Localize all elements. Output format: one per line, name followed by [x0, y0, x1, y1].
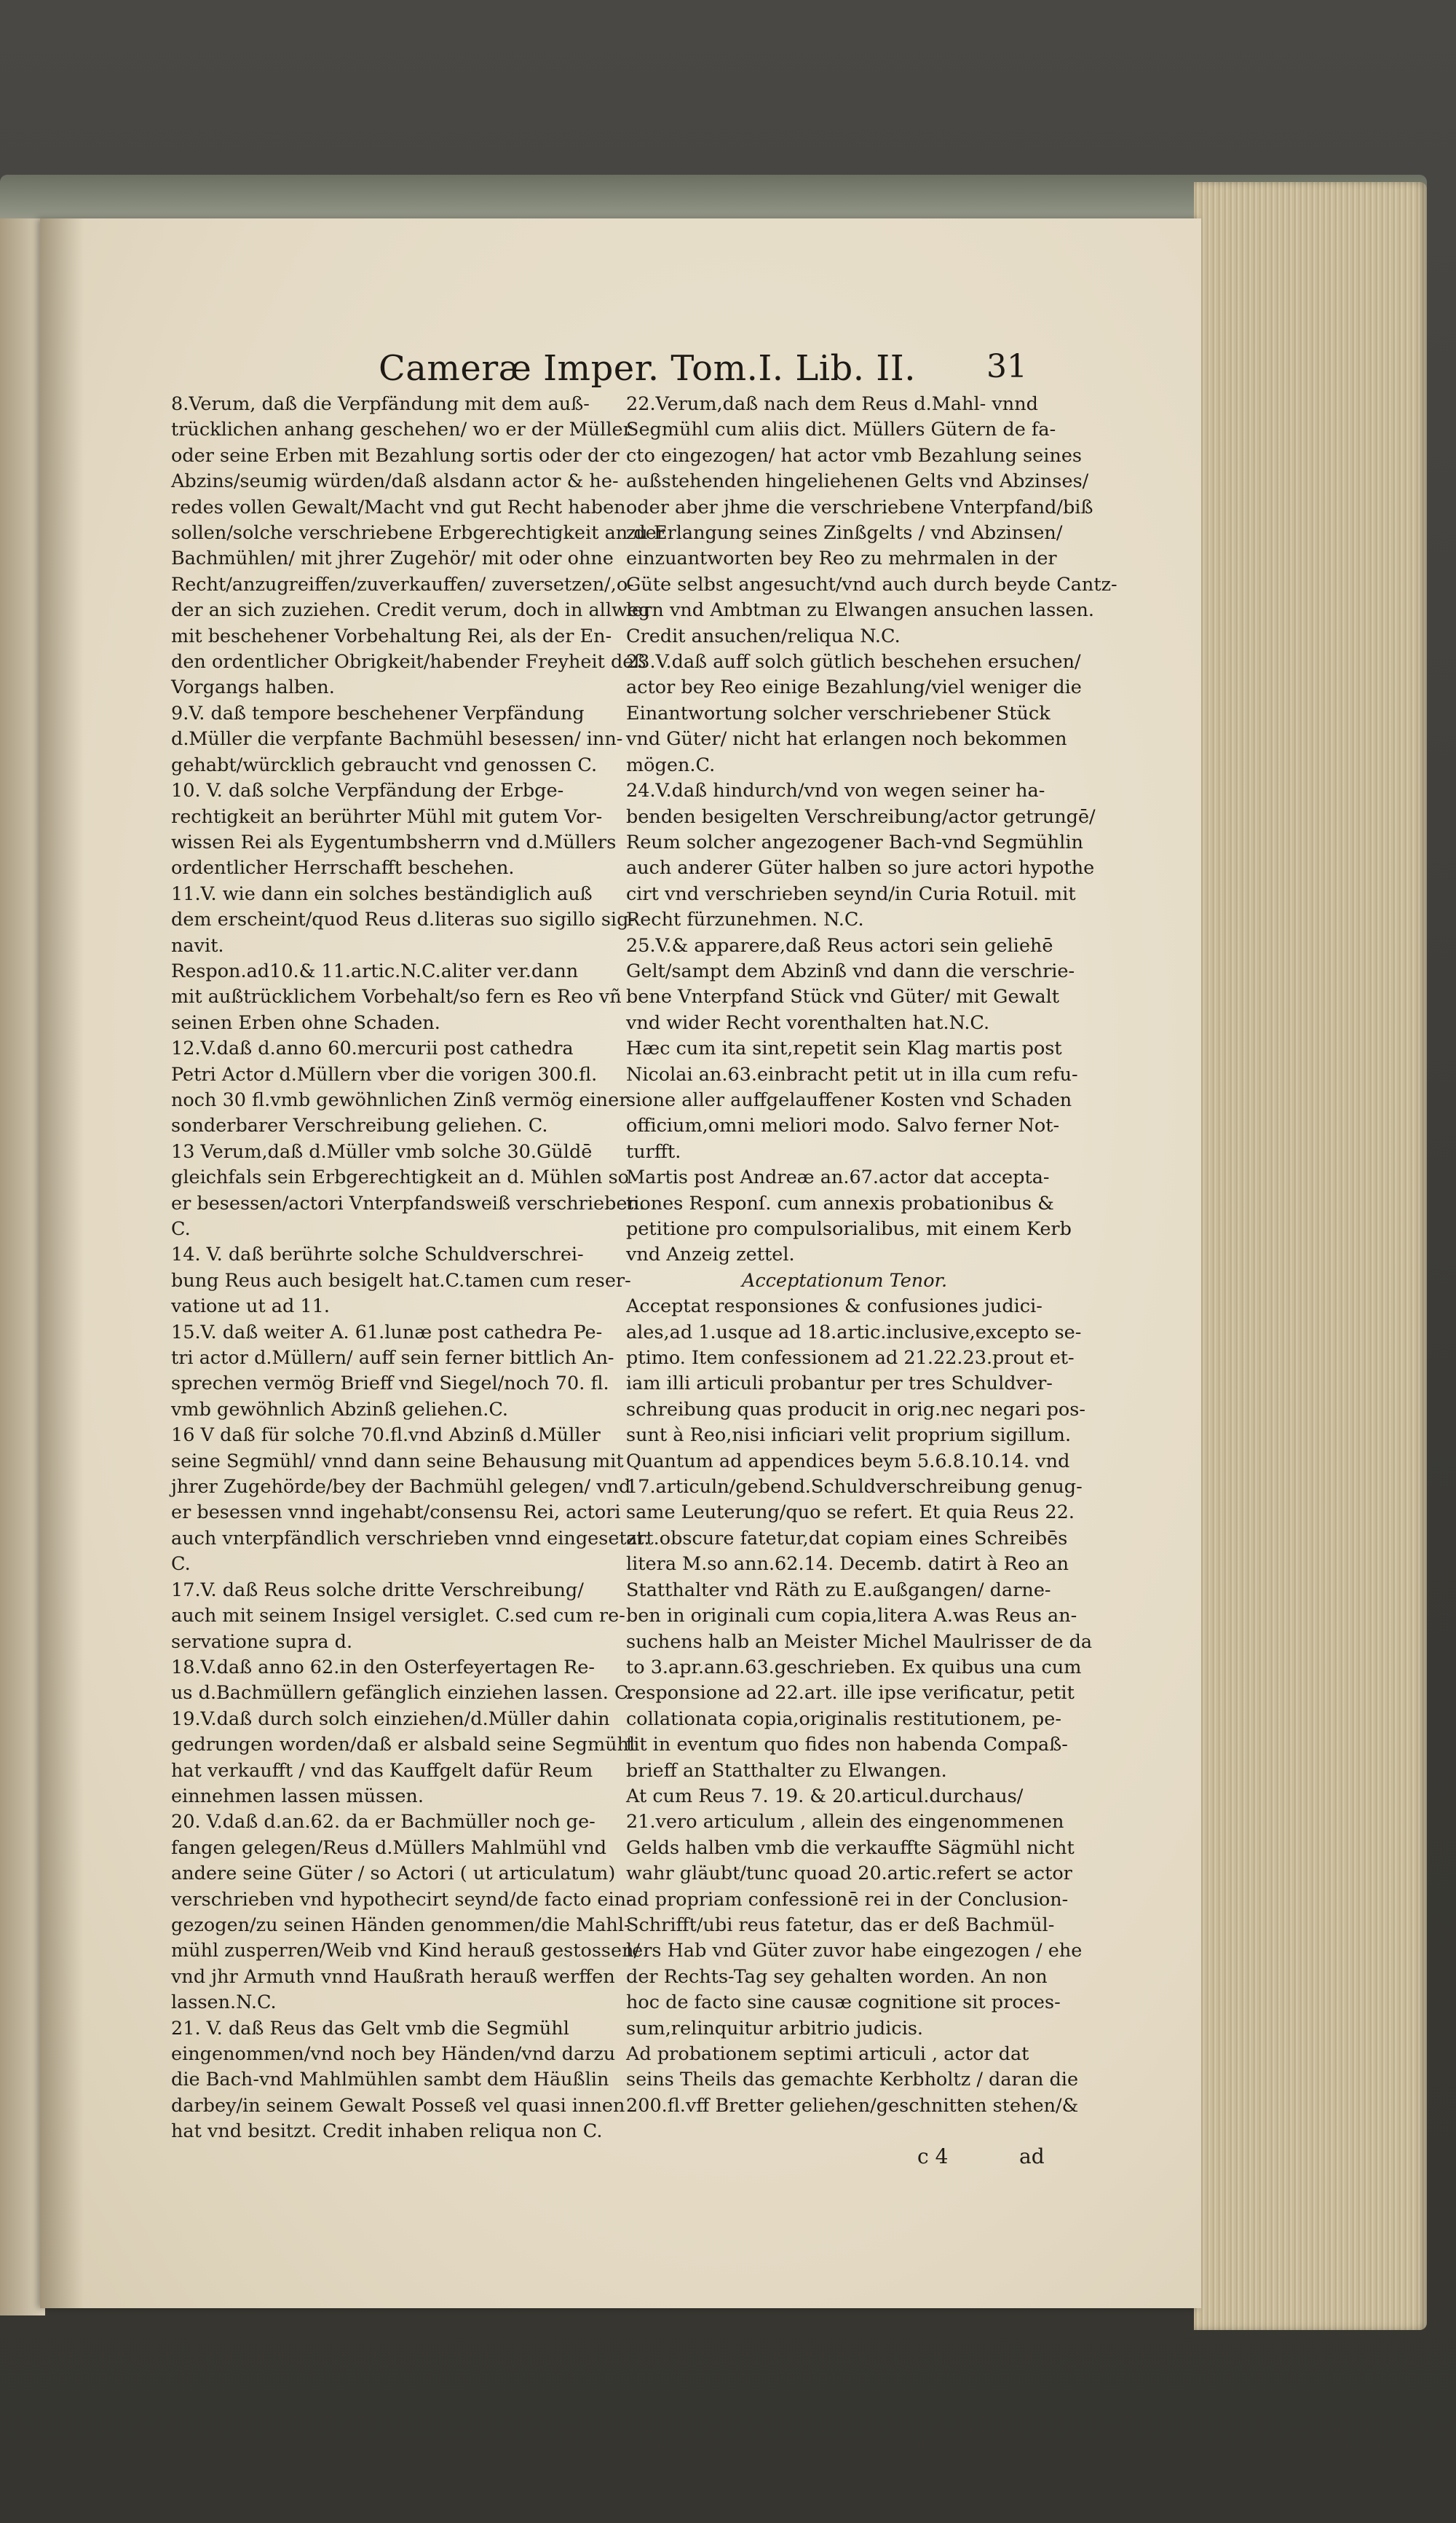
text-line: 23.V.daß auff solch gütlich beschehen ersuchen/	[626, 651, 1081, 674]
text-line: oder seine Erben mit Bezahlung sortis oder der	[171, 444, 620, 467]
text-line: 20. V.daß d.an.62. da er Bachmüller noch ge-	[171, 1811, 596, 1833]
text-line: rechtigkeit an berührter Mühl mit gutem Vor-	[171, 805, 603, 828]
text-line: responsione ad 22.art. ille ipse verificatur, petit	[626, 1682, 1075, 1705]
text-line: vnd Güter/ nicht hat erlangen noch bekommen	[626, 728, 1067, 751]
text-line: benden besigelten Verschreibung/actor getrungē/	[626, 805, 1096, 828]
text-line: auch anderer Güter halben so jure actori hypothe	[626, 857, 1095, 880]
text-line: Bachmühlen/ mit jhrer Zugehör/ mit oder ohne	[171, 548, 614, 570]
text-line: cto eingezogen/ hat actor vmb Bezahlung seines	[626, 444, 1083, 467]
text-line: Einantwortung solcher verschriebener Stück	[626, 702, 1051, 724]
text-line: 18.V.daß anno 62.in den Osterfeyertagen Re-	[171, 1656, 596, 1678]
text-line: 21.vero articulum , allein des eingenommenen	[626, 1811, 1064, 1833]
text-line: 10. V. daß solche Verpfändung der Erbge-	[171, 780, 564, 802]
text-line: vnd wider Recht vorenthalten hat.N.C.	[626, 1011, 990, 1034]
text-line: ordentlicher Herrschafft beschehen.	[171, 857, 515, 880]
text-line: C.	[171, 1218, 191, 1240]
text-line: gedrungen worden/daß er alsbald seine Segmühl	[171, 1734, 636, 1756]
text-line: ptimo. Item confessionem ad 21.22.23.prout et-	[626, 1347, 1075, 1370]
text-line: er besessen vnnd ingehabt/consensu Rei, actori	[171, 1501, 621, 1524]
text-line: dem erscheint/quod Reus d.literas suo sigillo sig-	[171, 909, 636, 931]
text-line: cirt vnd verschrieben seynd/in Curia Rotuil. mit	[626, 883, 1076, 905]
text-line: 24.V.daß hindurch/vnd von wegen seiner ha-	[626, 780, 1045, 802]
text-line: schreibung quas producit in orig.nec negari pos-	[626, 1398, 1085, 1421]
text-line: der an sich zuziehen. Credit verum, doch in allweg	[171, 599, 651, 622]
text-line: einzuantworten bey Reo zu mehrmalen in der	[626, 548, 1057, 570]
text-line: seine Segmühl/ vnnd dann seine Behausung mit	[171, 1450, 624, 1472]
text-line: ben in originali cum copia,litera A.was Reus an-	[626, 1605, 1077, 1627]
text-line: Hæc cum ita sint,repetit sein Klag martis post	[626, 1038, 1062, 1060]
text-line: gezogen/zu seinen Händen genommen/die Mahl-	[171, 1914, 630, 1936]
text-line: hoc de facto sine causæ cognitione sit proces-	[626, 1991, 1061, 2014]
text-line: navit.	[171, 934, 224, 957]
text-line: seinen Erben ohne Schaden.	[171, 1011, 440, 1034]
text-line: 200.fl.vff Bretter geliehen/geschnitten stehen/&	[626, 2094, 1079, 2117]
text-line: lern vnd Ambtman zu Elwangen ansuchen lassen.	[626, 599, 1095, 622]
text-line: andere seine Güter / so Actori ( ut articulatum)	[171, 1863, 616, 1885]
left-page-edge	[0, 218, 45, 2315]
text-line: 21. V. daß Reus das Gelt vmb die Segmühl	[171, 2017, 569, 2040]
text-line: Reum solcher angezogener Bach-vnd Segmühlin	[626, 831, 1083, 853]
text-line: der Rechts-Tag sey gehalten worden. An non	[626, 1965, 1048, 1988]
text-line: vnd Anzeig zettel.	[626, 1244, 795, 1266]
text-line: 16 V daß für solche 70.fl.vnd Abzinß d.Müller	[171, 1424, 601, 1447]
text-line: ales,ad 1.usque ad 18.artic.inclusive,excepto se-	[626, 1321, 1082, 1343]
text-line: mögen.C.	[626, 754, 716, 776]
text-line: auch mit seinem Insigel versiglet. C.sed cum re-	[171, 1605, 625, 1627]
page-number: 31	[986, 348, 1027, 385]
text-line: mit beschehener Vorbehaltung Rei, als der En-	[171, 625, 612, 647]
text-line: Gelt/sampt dem Abzinß vnd dann die verschrie-	[626, 960, 1075, 982]
text-line: zu Erlangung seines Zinßgelts / vnd Abzinsen/	[626, 522, 1063, 545]
text-line: vnd jhr Armuth vnnd Haußrath herauß werffen	[171, 1965, 615, 1988]
text-line: 14. V. daß berührte solche Schuldverschrei-	[171, 1244, 584, 1266]
text-line: mühl zusperren/Weib vnd Kind herauß gestossen/	[171, 1940, 641, 1962]
text-line: suchens halb an Meister Michel Maulrisser de da	[626, 1630, 1093, 1653]
text-line: 15.V. daß weiter A. 61.lunæ post cathedra Pe-	[171, 1321, 603, 1343]
text-line: Martis post Andreæ an.67.actor dat accepta-	[626, 1166, 1050, 1189]
text-line: darbey/in seinem Gewalt Posseß vel quasi innen	[171, 2094, 625, 2117]
text-line: sprechen vermög Brieff vnd Siegel/noch 70. fl.	[171, 1373, 609, 1395]
text-line: Nicolai an.63.einbracht petit ut in illa cum refu-	[626, 1063, 1078, 1086]
text-line: trücklichen anhang geschehen/ wo er der Müller	[171, 419, 632, 441]
text-line: wissen Rei als Eygentumbsherrn vnd d.Müllers	[171, 831, 617, 853]
text-line: hat vnd besitzt. Credit inhaben reliqua non C.	[171, 2120, 603, 2143]
text-line: Petri Actor d.Müllern vber die vorigen 300.fl.	[171, 1063, 598, 1086]
text-line: officium,omni meliori modo. Salvo ferner Not-	[626, 1115, 1060, 1137]
text-line: actor bey Reo einige Bezahlung/viel weniger die	[626, 676, 1082, 699]
text-line: den ordentlicher Obrigkeit/habender Freyheit deß	[171, 651, 646, 674]
catchword: ad	[1019, 2144, 1045, 2168]
text-line: Segmühl cum aliis dict. Müllers Gütern de fa-	[626, 419, 1056, 441]
right-text-column	[626, 392, 1117, 2119]
text-line: same Leuterung/quo se refert. Et quia Reus 22.	[626, 1501, 1075, 1524]
text-line: fangen gelegen/Reus d.Müllers Mahlmühl vnd	[171, 1836, 607, 1859]
text-line: Statthalter vnd Räth zu E.außgangen/ darne-	[626, 1579, 1051, 1601]
text-line: Credit ansuchen/reliqua N.C.	[626, 625, 901, 647]
running-title: Cameræ Imper. Tom.I. Lib. II.	[379, 348, 916, 389]
text-line: sunt à Reo,nisi inficiari velit proprium sigillum.	[626, 1424, 1072, 1447]
text-line: sum,relinquitur arbitrio judicis.	[626, 2017, 924, 2040]
text-line: tri actor d.Müllern/ auff sein ferner bittlich An-	[171, 1347, 614, 1370]
text-line: iam illi articuli probantur per tres Schuldver-	[626, 1373, 1053, 1395]
text-line: noch 30 fl.vmb gewöhnlichen Zinß vermög einer	[171, 1089, 628, 1111]
text-line: 13 Verum,daß d.Müller vmb solche 30.Güldē	[171, 1140, 593, 1163]
text-line: art.obscure fatetur,dat copiam eines Schreibēs	[626, 1527, 1068, 1549]
text-line: verschrieben vnd hypothecirt seynd/de facto ein-	[171, 1888, 633, 1911]
text-line: Acceptationum Tenor.	[741, 1269, 948, 1292]
text-line: gleichfals sein Erbgerechtigkeit an d. Mühlen so	[171, 1166, 630, 1189]
text-line: seins Theils das gemachte Kerbholtz / daran die	[626, 2069, 1079, 2091]
text-line: eingenommen/vnd noch bey Händen/vnd darzu	[171, 2043, 616, 2065]
text-line: litera M.so ann.62.14. Decemb. datirt à Reo an	[626, 1553, 1069, 1576]
text-line: 9.V. daß tempore beschehener Verpfändung	[171, 702, 585, 724]
signature-mark: c 4	[917, 2144, 949, 2168]
text-line: Gelds halben vmb die verkauffte Sägmühl nicht	[626, 1836, 1075, 1859]
text-line: At cum Reus 7. 19. & 20.articul.durchaus/	[626, 1785, 1024, 1807]
text-line: hat verkaufft / vnd das Kauffgelt dafür Reum	[171, 1759, 593, 1782]
text-line: Respon.ad10.& 11.artic.N.C.aliter ver.dann	[171, 960, 579, 982]
text-line: 11.V. wie dann ein solches beständiglich auß	[171, 883, 593, 905]
text-line: collationata copia,originalis restitutionem, pe-	[626, 1707, 1061, 1730]
text-line: 22.Verum,daß nach dem Reus d.Mahl- vnnd	[626, 393, 1038, 415]
text-line: to 3.apr.ann.63.geschrieben. Ex quibus una cum	[626, 1656, 1082, 1678]
text-line: Recht fürzunehmen. N.C.	[626, 909, 864, 931]
text-line: 17.V. daß Reus solche dritte Verschreibung/	[171, 1579, 584, 1601]
text-line: Abzins/seumig würden/daß alsdann actor & he-	[171, 470, 619, 493]
text-line: brieff an Statthalter zu Elwangen.	[626, 1759, 947, 1782]
text-line: vmb gewöhnlich Abzinß geliehen.C.	[171, 1398, 509, 1421]
text-line: 25.V.& apparere,daß Reus actori sein geliehē	[626, 934, 1053, 957]
text-line: die Bach-vnd Mahlmühlen sambt dem Häußlin	[171, 2069, 609, 2091]
page-fore-edge	[1194, 182, 1427, 2330]
text-line: lers Hab vnd Güter zuvor habe eingezogen / ehe	[626, 1940, 1083, 1962]
text-line: Acceptat responsiones & confusiones judici-	[626, 1295, 1042, 1318]
text-line: jhrer Zugehörde/bey der Bachmühl gelegen/ vnd	[171, 1476, 631, 1499]
text-line: Vorgangs halben.	[171, 676, 335, 699]
text-line: 17.articuln/gebend.Schuldverschreibung genug-	[626, 1476, 1083, 1499]
text-line: Güte selbst angesucht/vnd auch durch beyde Cantz-	[626, 573, 1117, 596]
text-line: außstehenden hingeliehenen Gelts vnd Abzinses/	[626, 470, 1089, 493]
text-line: mit außtrücklichem Vorbehalt/so fern es Reo vñ	[171, 986, 622, 1008]
text-line: 19.V.daß durch solch einziehen/d.Müller dahin	[171, 1707, 610, 1730]
text-line: sione aller auffgelauffener Kosten vnd Schaden	[626, 1089, 1072, 1111]
text-line: er besessen/actori Vnterpfandsweiß verschrieben.	[171, 1192, 646, 1215]
text-line: tiones Responſ. cum annexis probationibus &	[626, 1192, 1054, 1215]
text-line: C.	[171, 1553, 191, 1576]
text-line: bene Vnterpfand Stück vnd Güter/ mit Gewalt	[626, 986, 1060, 1008]
text-line: Recht/anzugreiffen/zuverkauffen/ zuversetzen/,o-	[171, 573, 634, 596]
text-line: Ad probationem septimi articuli , actor dat	[626, 2043, 1029, 2065]
text-line: auch vnterpfändlich verschrieben vnnd eingesetzt.	[171, 1527, 650, 1549]
text-line: lassen.N.C.	[171, 1991, 277, 2014]
text-line: us d.Bachmüllern gefänglich einziehen lassen. C.	[171, 1682, 634, 1705]
text-line: wahr gläubt/tunc quoad 20.artic.refert se actor	[626, 1863, 1072, 1885]
text-line: redes vollen Gewalt/Macht vnd gut Recht haben	[171, 496, 626, 518]
text-line: petitione pro compulsorialibus, mit einem Kerb	[626, 1218, 1072, 1240]
text-line: sollen/solche verschriebene Erbgerechtigkeit an der	[171, 522, 665, 545]
text-line: 12.V.daß d.anno 60.mercurii post cathedra	[171, 1038, 574, 1060]
text-line: ad propriam confessionē rei in der Conclusion-	[626, 1888, 1069, 1911]
text-line: oder aber jhme die verschriebene Vnterpfand/biß	[626, 496, 1093, 518]
text-line: Schrifft/ubi reus fatetur, das er deß Bachmül-	[626, 1914, 1055, 1936]
text-line: sonderbarer Verschreibung geliehen. C.	[171, 1115, 548, 1137]
text-line: vatione ut ad 11.	[171, 1295, 330, 1318]
text-line: bung Reus auch besigelt hat.C.tamen cum reser-	[171, 1269, 631, 1292]
text-line: einnehmen lassen müssen.	[171, 1785, 424, 1807]
text-line: d.Müller die verpfante Bachmühl besessen/ inn-	[171, 728, 623, 751]
text-line: servatione supra d.	[171, 1630, 353, 1653]
text-line: gehabt/würcklich gebraucht vnd genossen C.	[171, 754, 598, 776]
text-line: turfft.	[626, 1140, 681, 1163]
text-line: Quantum ad appendices beym 5.6.8.10.14. vnd	[626, 1450, 1070, 1472]
page-gutter-shadow	[40, 218, 84, 2308]
text-line: 8.Verum, daß die Verpfändung mit dem auß-	[171, 393, 590, 415]
text-line: tit in eventum quo fides non habenda Compaß-	[626, 1734, 1068, 1756]
